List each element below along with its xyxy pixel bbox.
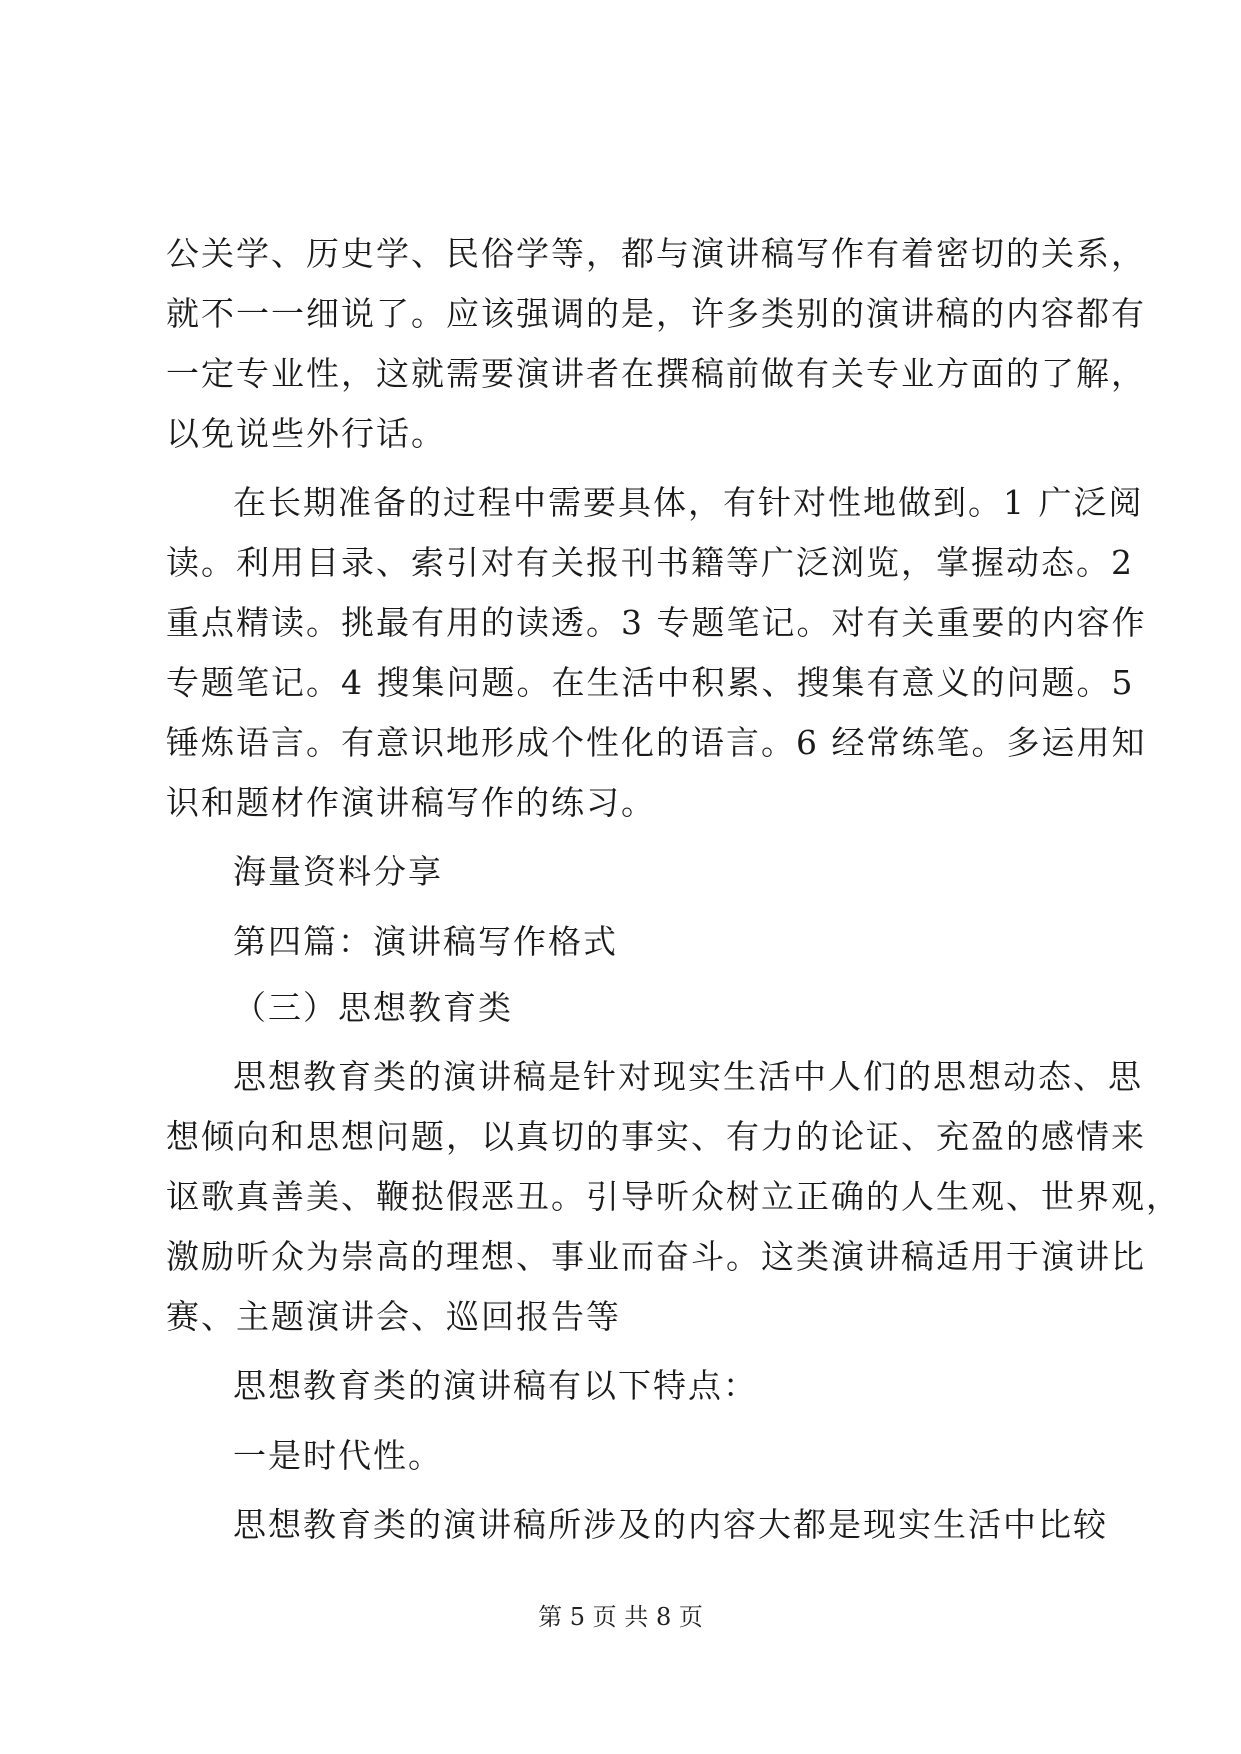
text-line: 一定专业性，这就需要演讲者在撰稿前做有关专业方面的了解， — [166, 354, 1146, 393]
paragraph-start-line: 一是时代性。 — [233, 1436, 443, 1475]
text-line: 锤炼语言。有意识地形成个性化的语言。6 经常练笔。多运用知 — [166, 723, 1147, 762]
page-number-footer: 第 5 页 共 8 页 — [538, 1603, 703, 1631]
section-heading: 第四篇：演讲稿写作格式 — [233, 922, 618, 961]
text-line: 以免说些外行话。 — [166, 414, 446, 453]
text-line: 讴歌真善美、鞭挞假恶丑。引导听众树立正确的人生观、世界观， — [166, 1177, 1181, 1216]
paragraph-start-line: 思想教育类的演讲稿有以下特点： — [233, 1366, 758, 1405]
paragraph-start-line: 思想教育类的演讲稿所涉及的内容大都是现实生活中比较 — [233, 1505, 1108, 1544]
text-line: 激励听众为崇高的理想、事业而奋斗。这类演讲稿适用于演讲比 — [166, 1237, 1146, 1276]
text-line: 就不一一细说了。应该强调的是，许多类别的演讲稿的内容都有 — [166, 294, 1146, 333]
text-line: 公关学、历史学、民俗学等，都与演讲稿写作有着密切的关系， — [166, 234, 1146, 273]
paragraph-start-line: 在长期准备的过程中需要具体，有针对性地做到。1 广泛阅 — [233, 483, 1144, 522]
text-line: 读。利用目录、索引对有关报刊书籍等广泛浏览，掌握动态。2 — [166, 543, 1134, 582]
text-line: 想倾向和思想问题，以真切的事实、有力的论证、充盈的感情来 — [166, 1117, 1146, 1156]
text-line: 赛、主题演讲会、巡回报告等 — [166, 1297, 621, 1336]
text-line: 海量资料分享 — [233, 852, 443, 891]
text-line: 识和题材作演讲稿写作的练习。 — [166, 783, 656, 822]
text-line: 专题笔记。4 搜集问题。在生活中积累、搜集有意义的问题。5 — [166, 663, 1135, 702]
paragraph-start-line: 思想教育类的演讲稿是针对现实生活中人们的思想动态、思 — [233, 1057, 1143, 1096]
text-line: 重点精读。挑最有用的读透。3 专题笔记。对有关重要的内容作 — [166, 603, 1147, 642]
subsection-heading: （三）思想教育类 — [233, 988, 513, 1027]
